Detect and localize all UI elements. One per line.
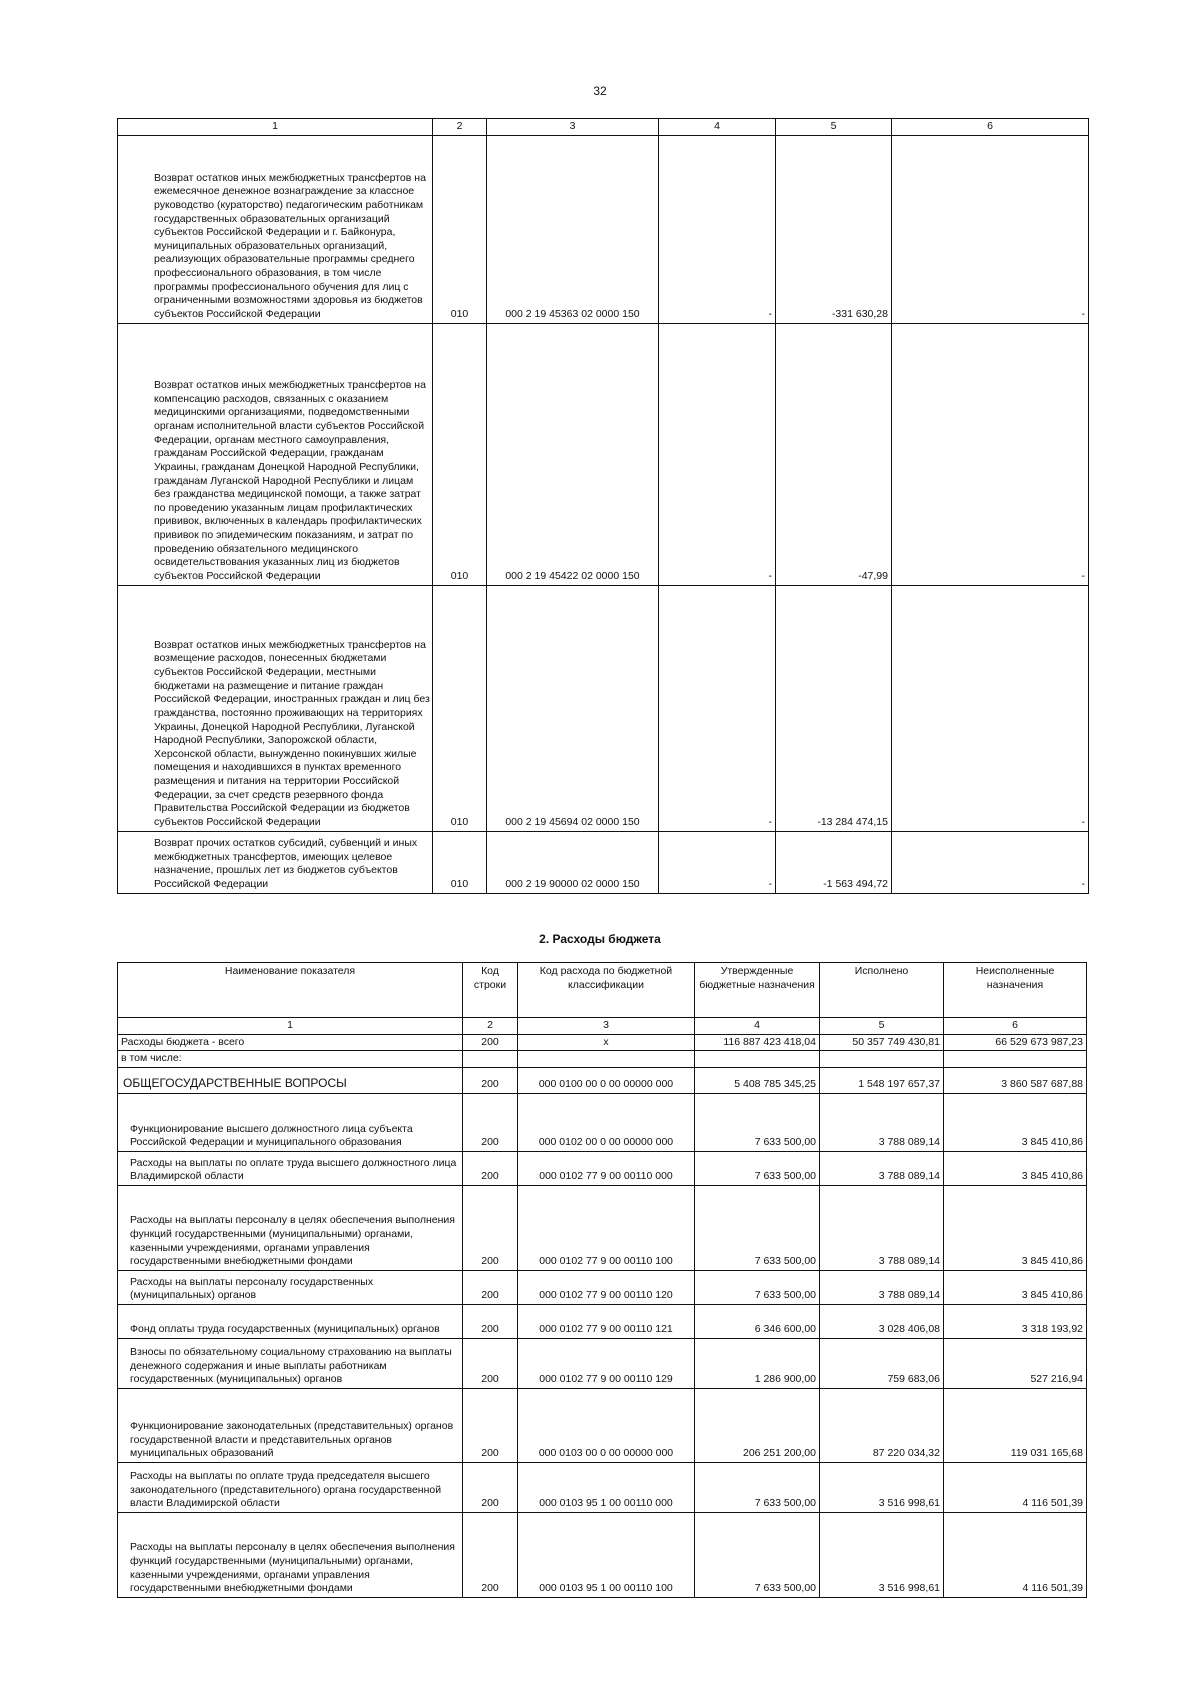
unexecuted-value: 66 529 673 987,23 (944, 1034, 1087, 1051)
budget-code: 000 0102 00 0 00 00000 000 (518, 1093, 695, 1151)
budget-code: 000 2 19 45694 02 0000 150 (487, 585, 659, 831)
col-number: 1 (118, 119, 433, 136)
approved-value: - (659, 831, 776, 893)
unexecuted-value: - (892, 831, 1089, 893)
unexecuted-value: 4 116 501,39 (944, 1462, 1087, 1512)
budget-code: 000 2 19 45422 02 0000 150 (487, 323, 659, 585)
col-number: 4 (659, 119, 776, 136)
col-number: 6 (944, 1018, 1087, 1035)
header-unexecuted: Неисполненные назначения (944, 963, 1087, 1018)
executed-value: 3 516 998,61 (820, 1462, 944, 1512)
header-line-code: Код строки (463, 963, 518, 1018)
line-code: 200 (463, 1151, 518, 1185)
unexecuted-value: 3 318 193,92 (944, 1304, 1087, 1338)
line-code: 010 (433, 323, 487, 585)
line-code: 200 (463, 1270, 518, 1304)
section-title: 2. Расходы бюджета (539, 932, 661, 946)
column-numbers-row (118, 119, 1089, 136)
line-code: 200 (463, 1388, 518, 1462)
executed-value: -1 563 494,72 (776, 831, 892, 893)
executed-value: -47,99 (776, 323, 892, 585)
approved-value: 116 887 423 418,04 (695, 1034, 820, 1051)
row-name: Возврат остатков иных межбюджетных трансфертов на компенсацию расходов, связанных с оказанием медицинскими организациями, подведомственными органам исполнительной власти субъектов Российской Федерации, органам местного самоуправления, гражданам Российской Федерации, гражданам Украины, гражданам Донецкой Народной Республики, гражданам Луганской Народной Республики и лицам без гражданства медицинской помощи, а также затрат по проведению указанным лицам профилактических прививок, включенных в календарь профилактических прививок по эпидемическим показаниям, и затрат по проведению обязательного медицинского освидетельствования указанных лиц из бюджетов субъектов Российской Федерации (118, 323, 433, 585)
col-number: 6 (892, 119, 1089, 136)
budget-code: 000 2 19 45363 02 0000 150 (487, 135, 659, 323)
executed-value: 3 028 406,08 (820, 1304, 944, 1338)
unexecuted-value: 3 845 410,86 (944, 1185, 1087, 1270)
executed-value: 3 788 089,14 (820, 1093, 944, 1151)
expenditures-table (117, 962, 1087, 1598)
line-code: 010 (433, 831, 487, 893)
budget-code: 000 0102 77 9 00 00110 121 (518, 1304, 695, 1338)
page-number: 32 (593, 84, 607, 98)
executed-value: 759 683,06 (820, 1338, 944, 1388)
header-executed: Исполнено (820, 963, 944, 1018)
col-number: 3 (487, 119, 659, 136)
unexecuted-value: - (892, 135, 1089, 323)
header-budget-code: Код расхода по бюджетной классификации (518, 963, 695, 1018)
budget-code: 000 0102 77 9 00 00110 120 (518, 1270, 695, 1304)
header-row (118, 963, 1087, 1018)
budget-code: 000 0102 77 9 00 00110 000 (518, 1151, 695, 1185)
table-row (118, 585, 1089, 831)
col-number: 1 (118, 1018, 463, 1035)
unexecuted-value: - (892, 323, 1089, 585)
executed-value: 87 220 034,32 (820, 1388, 944, 1462)
including-row (118, 1051, 1087, 1068)
budget-code: x (518, 1034, 695, 1051)
row-name: Возврат остатков иных межбюджетных трансфертов на ежемесячное денежное вознаграждение за классное руководство (кураторство) педагогическим работникам государственных образовательных организаций субъектов Российской Федерации и г. Байконура, муниципальных образовательных организаций, реализующих образовательные программы среднего профессионального образования, в том числе программы профессионального обучения для лиц с ограниченными возможностями здоровья из бюджетов субъектов Российской Федерации (118, 135, 433, 323)
including-label: в том числе: (118, 1051, 463, 1068)
table-row (118, 1093, 1087, 1151)
budget-code: 000 0103 95 1 00 00110 000 (518, 1462, 695, 1512)
table-row (118, 1185, 1087, 1270)
unexecuted-value: 4 116 501,39 (944, 1512, 1087, 1597)
row-name: Расходы на выплаты по оплате труда высшего должностного лица Владимирской области (118, 1151, 463, 1185)
budget-code: 000 2 19 90000 02 0000 150 (487, 831, 659, 893)
line-code: 010 (433, 135, 487, 323)
header-name: Наименование показателя (118, 963, 463, 1018)
budget-code: 000 0100 00 0 00 00000 000 (518, 1067, 695, 1093)
table-row (118, 1512, 1087, 1597)
approved-value: 206 251 200,00 (695, 1388, 820, 1462)
line-code: 200 (463, 1338, 518, 1388)
row-name: Расходы на выплаты персоналу в целях обеспечения выполнения функций государственными (муниципальными) органами, казенными учреждениями, органами управления государственными внебюджетными фондами (118, 1185, 463, 1270)
col-number: 5 (776, 119, 892, 136)
row-name: Расходы на выплаты персоналу в целях обеспечения выполнения функций государственными (муниципальными) органами, казенными учреждениями, органами управления государственными внебюджетными фондами (118, 1512, 463, 1597)
table-row (118, 1462, 1087, 1512)
row-name: Возврат прочих остатков субсидий, субвенций и иных межбюджетных трансфертов, имеющих целевое назначение, прошлых лет из бюджетов субъектов Российской Федерации (118, 831, 433, 893)
line-code: 200 (463, 1462, 518, 1512)
approved-value: 7 633 500,00 (695, 1462, 820, 1512)
unexecuted-value: 3 860 587 687,88 (944, 1067, 1087, 1093)
approved-value: 6 346 600,00 (695, 1304, 820, 1338)
total-row (118, 1034, 1087, 1051)
approved-value: 5 408 785 345,25 (695, 1067, 820, 1093)
budget-code: 000 0102 77 9 00 00110 100 (518, 1185, 695, 1270)
executed-value: 3 788 089,14 (820, 1151, 944, 1185)
approved-value: - (659, 323, 776, 585)
line-code: 200 (463, 1034, 518, 1051)
line-code: 200 (463, 1185, 518, 1270)
approved-value: - (659, 585, 776, 831)
approved-value: 7 633 500,00 (695, 1151, 820, 1185)
executed-value: 3 516 998,61 (820, 1512, 944, 1597)
col-number: 3 (518, 1018, 695, 1035)
table-row (118, 1338, 1087, 1388)
approved-value: - (659, 135, 776, 323)
executed-value: -13 284 474,15 (776, 585, 892, 831)
executed-value: 3 788 089,14 (820, 1185, 944, 1270)
approved-value: 7 633 500,00 (695, 1512, 820, 1597)
row-name: Фонд оплаты труда государственных (муниципальных) органов (118, 1304, 463, 1338)
table-row (118, 1151, 1087, 1185)
row-name: Взносы по обязательному социальному страхованию на выплаты денежного содержания и иные выплаты работникам государственных (муниципальных) органов (118, 1338, 463, 1388)
col-number: 2 (433, 119, 487, 136)
executed-value: -331 630,28 (776, 135, 892, 323)
line-code: 010 (433, 585, 487, 831)
unexecuted-value: 119 031 165,68 (944, 1388, 1087, 1462)
table-row (118, 1067, 1087, 1093)
table-row (118, 831, 1089, 893)
unexecuted-value: 3 845 410,86 (944, 1270, 1087, 1304)
unexecuted-value: 3 845 410,86 (944, 1151, 1087, 1185)
table-row (118, 1304, 1087, 1338)
col-number: 5 (820, 1018, 944, 1035)
approved-value: 7 633 500,00 (695, 1185, 820, 1270)
line-code: 200 (463, 1304, 518, 1338)
unexecuted-value: 3 845 410,86 (944, 1093, 1087, 1151)
unexecuted-value: 527 216,94 (944, 1338, 1087, 1388)
approved-value: 1 286 900,00 (695, 1338, 820, 1388)
header-approved: Утвержденные бюджетные назначения (695, 963, 820, 1018)
budget-code: 000 0103 95 1 00 00110 100 (518, 1512, 695, 1597)
row-name: Расходы бюджета - всего (118, 1034, 463, 1051)
row-name: ОБЩЕГОСУДАРСТВЕННЫЕ ВОПРОСЫ (118, 1067, 463, 1093)
table-row (118, 135, 1089, 323)
table-row (118, 323, 1089, 585)
executed-value: 50 357 749 430,81 (820, 1034, 944, 1051)
row-name: Расходы на выплаты по оплате труда председателя высшего законодательного (представительного) органа государственной власти Владимирской области (118, 1462, 463, 1512)
col-number: 4 (695, 1018, 820, 1035)
budget-code: 000 0102 77 9 00 00110 129 (518, 1338, 695, 1388)
executed-value: 1 548 197 657,37 (820, 1067, 944, 1093)
unexecuted-value: - (892, 585, 1089, 831)
column-numbers-row (118, 1018, 1087, 1035)
line-code: 200 (463, 1093, 518, 1151)
table-row (118, 1388, 1087, 1462)
executed-value: 3 788 089,14 (820, 1270, 944, 1304)
table-row (118, 1270, 1087, 1304)
returns-table (117, 118, 1089, 894)
row-name: Возврат остатков иных межбюджетных трансфертов на возмещение расходов, понесенных бюджетами субъектов Российской Федерации, местными бюджетами на размещение и питание граждан Российской Федерации, иностранных граждан и лиц без гражданства, постоянно проживающих на территориях Украины, Донецкой Народной Республики, Луганской Народной Республики, Запорожской области, Херсонской области, вынужденно покинувших жилые помещения и находившихся в пунктах временного размещения и питания на территории Российской Федерации, за счет средств резервного фонда Правительства Российской Федерации из бюджетов субъектов Российской Федерации (118, 585, 433, 831)
row-name: Функционирование законодательных (представительных) органов государственной власти и представительных органов муниципальных образований (118, 1388, 463, 1462)
approved-value: 7 633 500,00 (695, 1270, 820, 1304)
col-number: 2 (463, 1018, 518, 1035)
budget-code: 000 0103 00 0 00 00000 000 (518, 1388, 695, 1462)
line-code: 200 (463, 1512, 518, 1597)
row-name: Функционирование высшего должностного лица субъекта Российской Федерации и муниципального образования (118, 1093, 463, 1151)
approved-value: 7 633 500,00 (695, 1093, 820, 1151)
row-name: Расходы на выплаты персоналу государственных (муниципальных) органов (118, 1270, 463, 1304)
line-code: 200 (463, 1067, 518, 1093)
